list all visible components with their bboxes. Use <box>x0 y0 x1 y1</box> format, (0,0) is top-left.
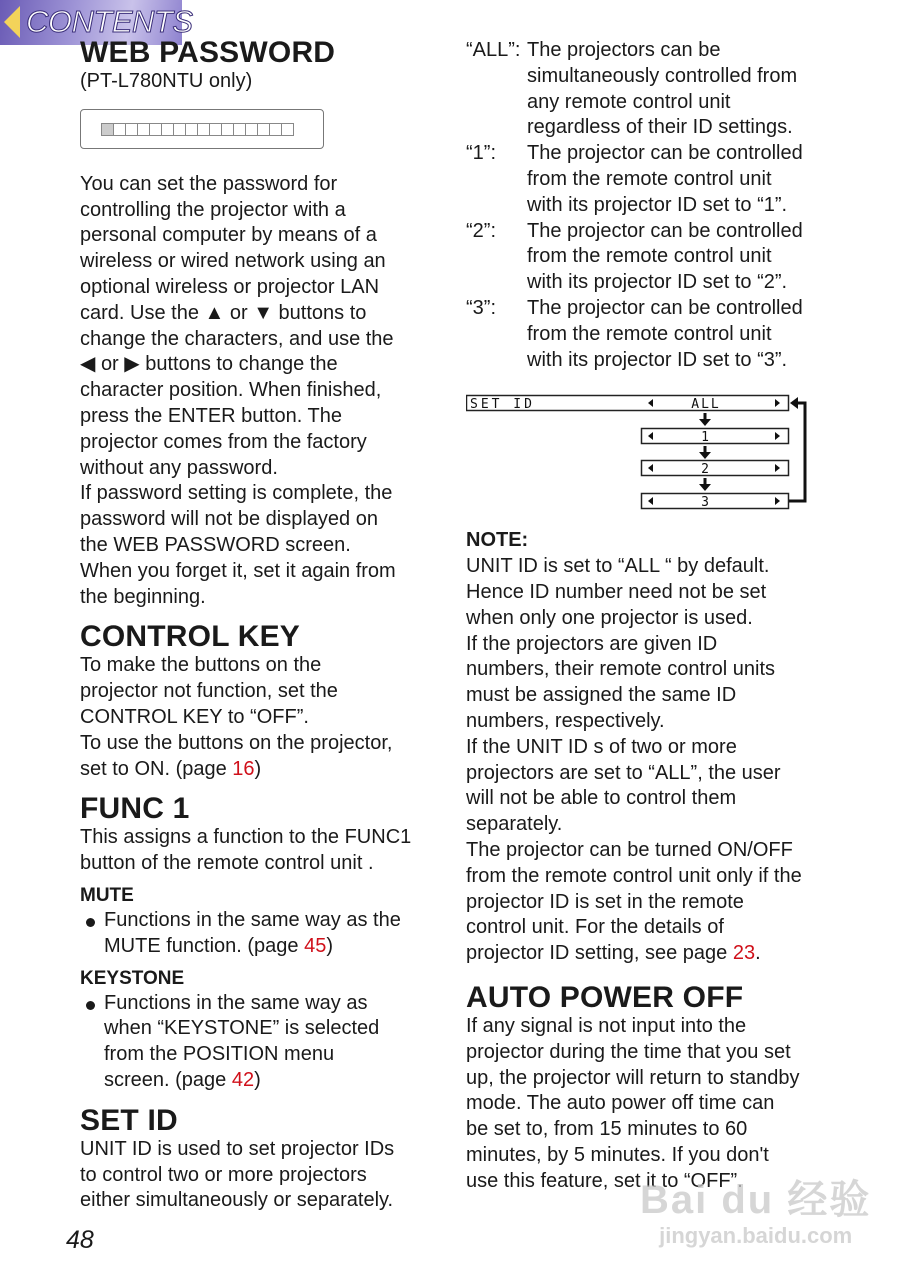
text-line: up, the projector will return to standby <box>466 1066 800 1089</box>
text-line: be set to, from 15 minutes to 60 <box>466 1118 748 1141</box>
text-line: with its projector ID set to “1”. <box>527 193 788 216</box>
definition-item <box>466 296 886 373</box>
watermark-logo: Bai du 经验 <box>640 1178 872 1222</box>
text-line: minutes, by 5 minutes. If you don't <box>466 1143 769 1166</box>
text-line: The projector can be controlled <box>527 142 803 165</box>
text-line <box>80 757 430 783</box>
definition-term: “2”: <box>466 219 496 242</box>
page-link[interactable]: 45 <box>304 934 327 957</box>
text-line: wireless or wired network using an <box>80 250 386 273</box>
text-line: projectors are set to “ALL”, the user <box>466 761 781 784</box>
text-line: The projector can be controlled <box>527 219 803 242</box>
section-heading: CONTROL KEY <box>80 620 300 654</box>
text-line: The projectors can be <box>527 39 721 61</box>
right-column <box>466 0 886 1194</box>
text-segment: projector ID setting, see page <box>466 942 733 965</box>
paragraph <box>80 69 430 95</box>
down-arrow-head <box>699 484 711 491</box>
text-line: regardless of their ID settings. <box>527 116 793 139</box>
text-line: UNIT ID is set to “ALL “ by default. <box>466 555 770 578</box>
text-line: any remote control unit <box>527 90 731 113</box>
paragraph <box>80 172 430 611</box>
text-line <box>104 934 430 960</box>
text-line: from the remote control unit <box>527 245 772 268</box>
password-cells <box>102 123 294 136</box>
note-heading: NOTE: <box>466 529 529 552</box>
bullet-icon <box>86 918 95 927</box>
text-segment: ) <box>326 934 334 957</box>
set-id-option-box <box>642 461 789 476</box>
subheading: KEYSTONE <box>80 967 185 989</box>
text-line: To make the buttons on the <box>80 654 322 677</box>
text-segment: set to ON. (page <box>80 757 233 780</box>
set-id-diagram <box>466 394 816 510</box>
text-segment: MUTE function. (page <box>104 934 305 957</box>
definition-term: “3”: <box>466 296 496 319</box>
text-line: If any signal is not input into the <box>466 1014 747 1037</box>
text-line: The projector can be turned ON/OFF <box>466 838 793 861</box>
return-arrow-icon <box>789 403 805 501</box>
text-line: CONTROL KEY to “OFF”. <box>80 705 309 728</box>
page-link[interactable]: 23 <box>732 942 756 965</box>
text-line: Hence ID number need not be set <box>466 580 767 603</box>
definition-term: “1”: <box>466 142 496 165</box>
text-line: If password setting is complete, the <box>80 482 393 505</box>
set-id-diagram-wrap <box>466 394 886 510</box>
text-line: ◀ or ▶ buttons to change the <box>80 353 338 376</box>
bullet-item <box>80 908 430 960</box>
set-id-option: 2 <box>701 462 711 478</box>
set-id-option: ALL <box>691 397 721 413</box>
page-number: 48 <box>66 1226 94 1254</box>
text-line: with its projector ID set to “3”. <box>527 348 788 371</box>
text-line: from the remote control unit <box>527 322 772 345</box>
password-cell <box>281 123 294 136</box>
text-line: (PT-L780NTU only) <box>80 70 253 92</box>
text-line <box>466 941 886 967</box>
text-line: must be assigned the same ID <box>466 684 737 707</box>
text-line: personal computer by means of a <box>80 224 377 247</box>
text-line: the beginning. <box>80 585 206 608</box>
paragraph <box>80 825 430 877</box>
text-line: UNIT ID is used to set projector IDs <box>80 1137 395 1160</box>
text-segment: ) <box>254 757 262 780</box>
definition-item <box>466 219 886 296</box>
down-arrow-head <box>699 419 711 426</box>
text-line: change the characters, and use the <box>80 327 394 350</box>
left-column <box>80 0 430 1214</box>
paragraph <box>80 653 430 782</box>
watermark-url: jingyan.baidu.com <box>659 1223 853 1248</box>
text-line: projector comes from the factory <box>80 430 367 453</box>
down-arrow-head <box>699 452 711 459</box>
text-line: controlling the projector with a <box>80 198 346 221</box>
definition-item <box>466 141 886 218</box>
back-arrow-icon <box>4 6 20 38</box>
section-heading: FUNC 1 <box>80 792 190 826</box>
text-line: to control two or more projectors <box>80 1163 367 1186</box>
text-line: when “KEYSTONE” is selected <box>104 1017 380 1040</box>
text-segment: screen. (page <box>104 1068 232 1091</box>
paragraph <box>466 1014 886 1195</box>
paragraph <box>466 554 886 967</box>
text-segment: . <box>755 942 761 965</box>
text-line: numbers, respectively. <box>466 709 665 732</box>
text-line: projector not function, set the <box>80 680 338 703</box>
text-line: card. Use the ▲ or ▼ buttons to <box>80 301 367 324</box>
set-id-label: SET ID <box>470 397 535 413</box>
section-heading: WEB PASSWORD <box>80 36 336 69</box>
text-line: When you forget it, set it again from <box>80 559 396 582</box>
text-line: The projector can be controlled <box>527 296 803 319</box>
text-line: press the ENTER button. The <box>80 404 342 427</box>
definition-item <box>466 38 886 141</box>
text-line: from the remote control unit <box>527 167 772 190</box>
text-line: without any password. <box>80 456 278 479</box>
text-line: control unit. For the details of <box>466 916 724 939</box>
set-id-option: 1 <box>701 430 711 446</box>
web-password-field[interactable] <box>80 109 324 149</box>
bullet-item <box>80 991 430 1094</box>
text-line: with its projector ID set to “2”. <box>527 271 788 294</box>
text-line: will not be able to control them <box>466 787 737 810</box>
text-line: numbers, their remote control units <box>466 658 776 681</box>
text-line: either simultaneously or separately. <box>80 1189 394 1212</box>
return-arrow-head <box>790 397 798 409</box>
text-line: Functions in the same way as <box>104 991 368 1014</box>
bullet-icon <box>86 1001 95 1010</box>
set-id-option-box <box>642 429 789 444</box>
text-line: optional wireless or projector LAN <box>80 275 380 298</box>
text-line: You can set the password for <box>80 172 338 195</box>
definition-term: “ALL”: <box>466 39 521 61</box>
text-line: This assigns a function to the FUNC1 <box>80 826 412 849</box>
text-line: projector during the time that you set <box>466 1040 791 1063</box>
set-id-option: 3 <box>701 495 711 511</box>
paragraph <box>80 1137 430 1214</box>
set-id-option-box <box>642 494 789 509</box>
text-line: separately. <box>466 813 563 836</box>
text-line: when only one projector is used. <box>466 606 753 629</box>
text-line: mode. The auto power off time can <box>466 1092 775 1115</box>
text-line: Functions in the same way as the <box>104 908 401 931</box>
subheading: MUTE <box>80 884 134 906</box>
text-line: from the POSITION menu <box>104 1043 335 1066</box>
text-line: To use the buttons on the projector, <box>80 731 393 754</box>
text-line: projector ID is set in the remote <box>466 890 744 913</box>
text-line <box>104 1068 430 1094</box>
section-heading: SET ID <box>80 1103 178 1137</box>
text-line: If the UNIT ID s of two or more <box>466 735 737 758</box>
text-line: from the remote control unit only if the <box>466 864 802 887</box>
text-line: password will not be displayed on <box>80 508 378 531</box>
text-line: If the projectors are given ID <box>466 632 718 655</box>
page-link[interactable]: 42 <box>231 1068 255 1091</box>
text-line: character position. When finished, <box>80 379 382 402</box>
text-line: simultaneously controlled from <box>527 64 798 87</box>
text-line: the WEB PASSWORD screen. <box>80 533 351 556</box>
text-segment: ) <box>254 1068 261 1091</box>
text-line: use this feature, set it to “OFF”. <box>466 1169 743 1192</box>
text-line: button of the remote control unit . <box>80 852 374 875</box>
contents-label: CONTENTS <box>26 4 193 39</box>
section-heading: AUTO POWER OFF <box>466 980 744 1014</box>
page-link[interactable]: 16 <box>232 757 255 780</box>
